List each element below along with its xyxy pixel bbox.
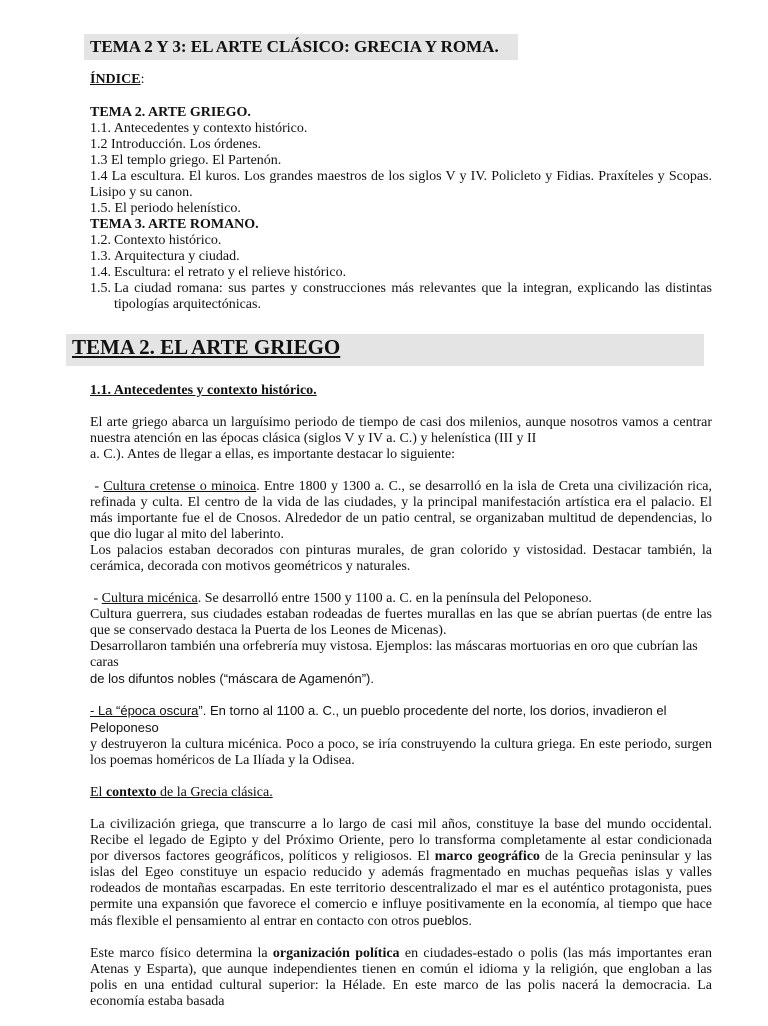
context-heading-post: de la Grecia clásica. [156,785,273,800]
minoan-palaces-paragraph: Los palacios estaban decorados con pinturas murales, de gran colorido y vistosidad. Destacar también, la cerámica, decorada con motivos geométricos y naturales. [90,543,712,574]
toc-item-number: 1.5. [90,281,111,296]
geographic-frame-term: marco geográfico [434,849,540,864]
toc-item-text: La ciudad romana: sus partes y construcciones más relevantes que la integran, explicando las distintas tipologías arquitectónicas. [114,281,712,312]
toc-item [90,233,712,249]
political-text: Este marco físico determina la [90,946,273,961]
toc-item: 1.4 La escultura. El kuros. Los grandes maestros de los siglos V y IV. Policleto y Fidias. Praxíteles y Scopas. Lisipo y su canon. [90,169,712,200]
toc-item: 1.5. El periodo helenístico. [90,201,241,216]
index-label-text: ÍNDICE [90,72,141,87]
dark-age-block [90,703,712,769]
table-of-contents [90,105,712,313]
context-heading-bold: contexto [105,785,157,800]
toc-item: 1.3 El templo griego. El Partenón. [90,153,282,168]
minoan-text: . Entre 1800 y 1300 a. C., se desarrolló en la isla de Creta una civilización rica, refinada y culta. El centro de la vida de las ciudades, y la principal manifestación artística era el palacio. El más importante fue el de Cnosos. Alrededor de un patio central, se organizaban multitud de dependencias, lo que dio lugar al mito del laberinto. [90,479,712,542]
political-text-2: en ciudades-estado o polis (las más importantes eran Atenas y Esparta), que aunque independientes tienen en común el idioma y la religión, que engloban a las polis en una entidad cultural superior: la Hélade. En este marco de las polis nacerá la democracia. La economía estaba basada [90,946,712,1009]
civilization-text: La civilización griega, que transcurre a lo largo de casi mil años, constituye la base del mundo occidental. Recibe el legado de Egipto y del Próximo Oriente, pero lo transforma completamente al estar condicionada por diversos factores geográficos, políticos y religiosos. El [90,817,712,864]
toc-item [90,249,712,265]
toc-item-text: Contexto histórico. [114,233,222,248]
mycenaean-first-line [90,591,712,607]
toc-item-number: 1.2. [90,233,111,248]
index-colon: : [140,72,145,87]
intro-paragraph [90,415,712,463]
bullet-prefix: - [90,479,104,494]
dark-age-label: - La “época oscura [90,703,199,718]
mycenaean-warrior-text: Cultura guerrera, sus ciudades estaban rodeadas de fuertes murallas en las que se abrían puertas (de entre las que se conservado destaca la Puerta de los Leones de Micenas). [90,607,712,638]
intro-line: El arte griego abarca un larguísimo periodo de tiempo de casi dos milenios, aunque nosotros vamos a centrar [90,415,712,430]
section-title: TEMA 2. EL ARTE GRIEGO [72,335,341,359]
subsection-title: 1.1. Antecedentes y contexto histórico. [90,383,317,398]
toc-item [90,265,712,281]
toc-item-number: 1.3. [90,249,111,264]
mycenaean-goldsmith-text: Desarrollaron también una orfebrería muy vistosa. Ejemplos: las máscaras mortuorias en oro que cubrían las caras [90,639,698,670]
toc-item-text: Escultura: el retrato y el relieve histórico. [114,265,347,280]
intro-line: a. C.). Antes de llegar a ellas, es importante destacar lo siguiente: [90,447,456,462]
toc-item: 1.1. Antecedentes y contexto histórico. [90,121,308,136]
mycenaean-mask-text: de los difuntos nobles (“máscara de Agamenón”). [90,671,374,686]
dark-age-text-2: y destruyeron la cultura micénica. Poco a poco, se iría construyendo la cultura griega. En este periodo, surgen los poemas homéricos de La Ilíada y la Odisea. [90,737,712,768]
toc-item: 1.2 Introducción. Los órdenes. [90,137,262,152]
mycenaean-block [90,591,712,687]
toc-heading-tema3: TEMA 3. ARTE ROMANO. [90,217,259,232]
mycenaean-text: . Se desarrolló entre 1500 y 1100 a. C. en la península del Peloponeso. [197,591,592,606]
political-paragraph [90,946,712,1010]
civilization-text-2: de la Grecia peninsular y las islas del Egeo constituye un espacio reducido y además fragmentado en muchas pequeñas islas y valles rodeados de montañas escarpadas. En este territorio descentralizado el mar es el auténtico protagonista, pues permite una expansión que favorece el comercio e influye positivamente en la economía, al tiempo que hace más flexible el pensamiento al entrar en contacto con otros [90,849,712,929]
toc-item-number: 1.4. [90,265,111,280]
intro-line: nuestra atención en las épocas clásica (siglos V y IV a. C.) y helenística (III y II [90,431,537,446]
document-title: TEMA 2 Y 3: EL ARTE CLÁSICO: GRECIA Y ROMA. [90,37,499,56]
mycenaean-culture-label: Cultura micénica [101,591,198,606]
context-heading-pre: El [90,785,106,800]
toc-item-text: Arquitectura y ciudad. [114,249,240,264]
political-organization-term: organización política [272,946,400,961]
index-label [90,72,144,88]
toc-heading-tema2: TEMA 2. ARTE GRIEGO. [90,105,251,120]
civilization-paragraph [90,817,712,930]
document-body [90,383,712,1026]
minoan-paragraph [90,479,712,543]
dark-age-text: ”. En torno al 1100 a. C., un pueblo procedente del norte, los dorios, invadieron el Peloponeso [90,703,667,735]
civilization-text-end: pueblos. [422,913,472,928]
context-heading [90,785,712,801]
minoan-culture-label: Cultura cretense o minoica [103,479,257,494]
bullet-prefix: - [90,591,102,606]
dark-age-first-line [90,703,712,737]
toc-item [90,281,712,313]
